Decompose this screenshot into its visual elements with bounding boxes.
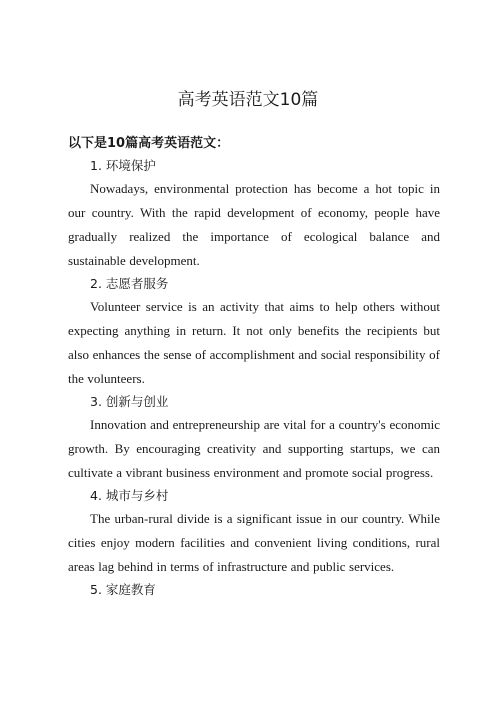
section-heading-urban-rural: 4. 城市与乡村 (90, 488, 169, 503)
section-paragraph-urban-rural: The urban-rural divide is a significant issue in our country. While cities enjoy modern facilities and convenient living conditions, rural areas lag behind in terms of infrastructure and public services. (68, 511, 440, 574)
document-title: 高考英语范文10篇 (177, 90, 319, 110)
section-heading-volunteer: 2. 志愿者服务 (90, 276, 169, 291)
document-body (68, 133, 440, 601)
section-paragraph-volunteer: Volunteer service is an activity that aims to help others without expecting anything in return. It not only benefits the recipients but also enhances the sense of accomplishment and social responsibility of the volunteers. (68, 299, 440, 386)
section-heading-family-education: 5. 家庭教育 (90, 582, 156, 597)
section-heading-innovation: 3. 创新与创业 (90, 394, 169, 409)
intro-line: 以下是10篇高考英语范文： (68, 136, 230, 151)
section-paragraph-environment: Nowadays, environmental protection has become a hot topic in our country. With the rapid development of economy, people have gradually realized the importance of ecological balance and sustainable development. (68, 181, 440, 268)
section-heading-environment: 1. 环境保护 (90, 158, 156, 173)
section-paragraph-innovation: Innovation and entrepreneurship are vital for a country's economic growth. By encouraging creativity and supporting startups, we can cultivate a vibrant business environment and promote social progress. (68, 417, 440, 480)
